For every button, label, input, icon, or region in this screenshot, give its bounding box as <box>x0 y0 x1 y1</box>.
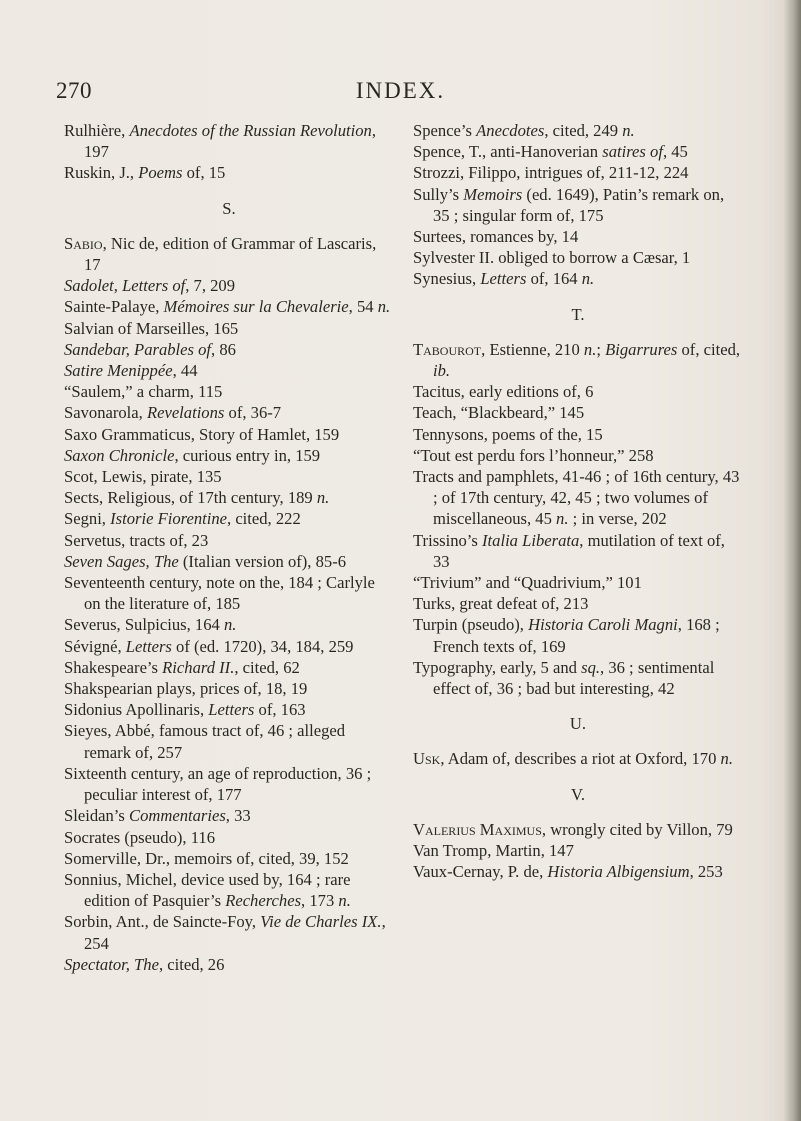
index-entry: Scot, Lewis, pirate, 135 <box>64 467 222 487</box>
index-entry: Salvian of Marseilles, 165 <box>64 318 239 338</box>
index-entry: Sidonius Apollinaris, Letters of, 163 <box>64 700 306 720</box>
index-entry: Saxon Chronicle, curious entry in, 159 <box>64 445 321 465</box>
index-entry: “Tout est perdu fors l’honneur,” 258 <box>413 445 654 465</box>
index-entry: Seventeenth century, note on the, 184 ; Carlyle on the literature of, 185 <box>64 573 375 614</box>
section-letter-heading: T. <box>571 304 585 324</box>
index-entry: Sonnius, Michel, device used by, 164 ; rare edition of Pasquier’s Recherches, 173 n. <box>64 869 351 911</box>
index-entry: Teach, “Blackbeard,” 145 <box>413 403 585 423</box>
index-entry: Tacitus, early editions of, 6 <box>413 382 594 402</box>
index-entry: Rulhière, Anecdotes of the Russian Revolution, 197 <box>64 121 376 162</box>
index-entry: Trissino’s Italia Liberata, mutilation of text of, 33 <box>413 530 725 571</box>
index-entry: Satire Menippée, 44 <box>64 361 198 381</box>
index-entry: Sadolet, Letters of, 7, 209 <box>64 276 236 296</box>
running-title: INDEX. <box>355 78 446 103</box>
index-entry: Strozzi, Filippo, intrigues of, 211-12, 224 <box>413 163 689 183</box>
index-entry: Sainte-Palaye, Mémoires sur la Chevalerie, 54 n. <box>64 297 391 317</box>
index-entry: Usk, Adam of, describes a riot at Oxford, 170 n. <box>413 749 733 769</box>
index-column-left <box>64 120 394 975</box>
page-header <box>0 78 801 108</box>
index-entry: Socrates (pseudo), 116 <box>64 827 215 847</box>
index-entry: Sévigné, Letters of (ed. 1720), 34, 184, 259 <box>64 636 354 656</box>
section-letter-heading: S. <box>222 198 236 218</box>
index-entry: Spectator, The, cited, 26 <box>64 954 225 974</box>
index-entry: Vaux-Cernay, P. de, Historia Albigensium, 253 <box>413 862 723 882</box>
index-entry: Sully’s Memoirs (ed. 1649), Patin’s remark on, 35 ; singular form of, 175 <box>413 184 725 225</box>
index-entry: Segni, Istorie Fiorentine, cited, 222 <box>64 509 301 529</box>
index-entry: Sabio, Nic de, edition of Grammar of Lascaris, 17 <box>64 233 377 275</box>
index-entry: Shakspearian plays, prices of, 18, 19 <box>64 679 308 699</box>
section-letter-heading: U. <box>569 714 587 734</box>
index-entry: Tracts and pamphlets, 41-46 ; of 16th century, 43 ; of 17th century, 42, 45 ; two volumes of miscellaneous, 45 n. ; in verse, 202 <box>413 467 740 529</box>
index-entry: Sects, Religious, of 17th century, 189 n. <box>64 488 330 508</box>
index-entry: Somerville, Dr., memoirs of, cited, 39, 152 <box>64 848 349 868</box>
index-entry: Van Tromp, Martin, 147 <box>413 841 574 861</box>
index-entry: Tennysons, poems of the, 15 <box>413 424 603 444</box>
index-entry: “Trivium” and “Quadrivium,” 101 <box>413 573 642 593</box>
index-entry: Sorbin, Ant., de Saincte-Foy, Vie de Charles IX., 254 <box>64 912 386 953</box>
index-entry: Sylvester II. obliged to borrow a Cæsar, 1 <box>413 248 691 268</box>
index-entry: Surtees, romances by, 14 <box>413 227 579 247</box>
page-edge-shadow <box>783 0 801 1121</box>
index-entry: “Saulem,” a charm, 115 <box>64 382 223 402</box>
index-entry: Spence, T., anti-Hanoverian satires of, 45 <box>413 142 688 162</box>
index-entry: Seven Sages, The (Italian version of), 85-6 <box>64 551 347 571</box>
index-entry: Ruskin, J., Poems of, 15 <box>64 163 226 183</box>
index-column-right <box>413 120 743 883</box>
index-entry: Saxo Grammaticus, Story of Hamlet, 159 <box>64 424 340 444</box>
section-letter-heading: V. <box>571 784 585 804</box>
index-entry: Sieyes, Abbé, famous tract of, 46 ; alleged remark of, 257 <box>64 721 346 762</box>
index-entry: Servetus, tracts of, 23 <box>64 530 209 550</box>
index-entry: Turpin (pseudo), Historia Caroli Magni, 168 ; French texts of, 169 <box>413 615 720 656</box>
index-entry: Tabourot, Estienne, 210 n.; Bigarrures of, cited, ib. <box>413 339 741 381</box>
index-entry: Turks, great defeat of, 213 <box>413 594 589 614</box>
index-entry: Valerius Maximus, wrongly cited by Villon, 79 <box>413 819 733 839</box>
index-entry: Synesius, Letters of, 164 n. <box>413 269 595 289</box>
index-entry: Sleidan’s Commentaries, 33 <box>64 806 251 826</box>
index-entry: Savonarola, Revelations of, 36-7 <box>64 403 282 423</box>
index-entry: Shakespeare’s Richard II., cited, 62 <box>64 657 300 677</box>
index-entry: Typography, early, 5 and sq., 36 ; sentimental effect of, 36 ; bad but interesting, 42 <box>413 657 715 699</box>
index-entry: Spence’s Anecdotes, cited, 249 n. <box>413 121 635 140</box>
index-entry: Severus, Sulpicius, 164 n. <box>64 615 237 635</box>
page-number: 270 <box>56 78 92 103</box>
index-entry: Sixteenth century, an age of reproduction, 36 ; peculiar interest of, 177 <box>64 763 372 805</box>
index-entry: Sandebar, Parables of, 86 <box>64 339 236 359</box>
